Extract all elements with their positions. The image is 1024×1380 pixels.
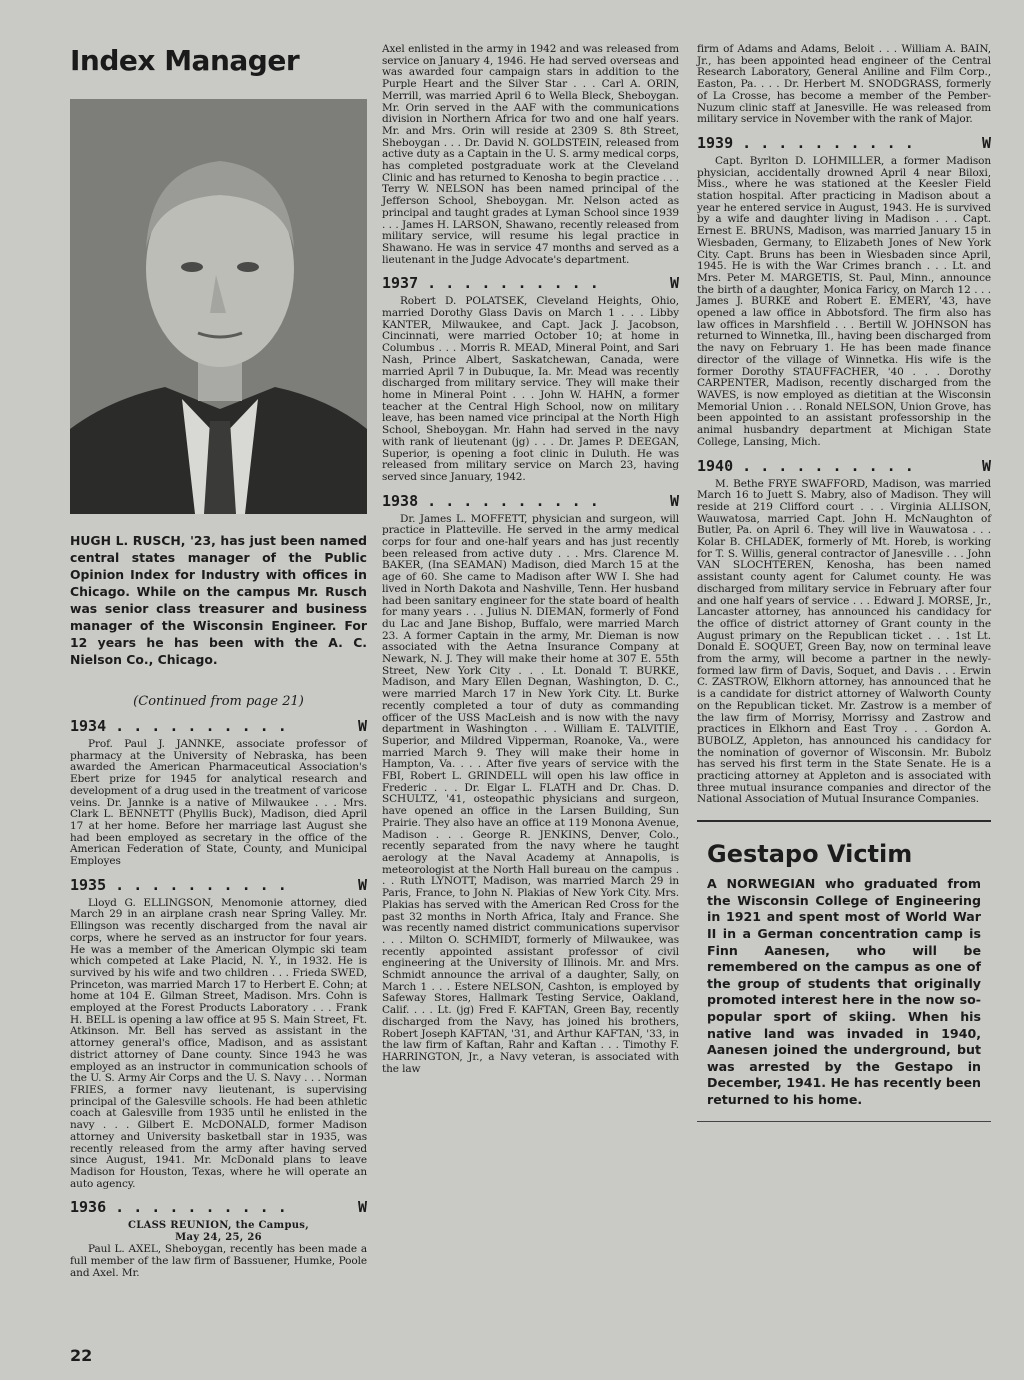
year-letter: W: [669, 274, 679, 293]
year-heading-1940: [697, 457, 991, 475]
column-middle: [382, 44, 679, 1075]
year-heading-1936: [70, 1198, 367, 1216]
year-letter: W: [357, 875, 367, 894]
page-title: Index Manager: [70, 44, 300, 77]
class-notes-1936-continued: Axel enlisted in the army in 1942 and was released from service on January 4, 1946. He had served overseas and was awarded four campaign stars in addition to the Purple Heart and the Silver Star . . . Carl A. ORIN, Merrill, was married April 6 to Wella Bleck, Sheboygan. Mr. Orin served in the AAF with the communications division in Northern Africa for two and one half years. Mr. and Mrs. Orin will reside at 2309 S. 8th Street, Sheboygan . . . Dr. David N. GOLDSTEIN, released from active duty as a Captain in the U. S. army medical corps, has completed postgraduate work at the Cleveland Clinic and has returned to Kenosha to begin practice . . . Terry W. NELSON has been named principal of the Jefferson School, Sheboygan. Mr. Nelson acted as principal and taught grades at Lyman School since 1939 . . . James H. LARSON, Shawano, recently released from military service, will resume his legal practice in Shawano. He was in service 47 months and served as a lieutenant in the Judge Advocate's department.: [382, 43, 679, 266]
column-left: [70, 44, 367, 1279]
gestapo-victim-title: Gestapo Victim: [707, 840, 913, 869]
year-label: 1940 . . . . . . . . . .: [697, 456, 914, 475]
section-divider: [697, 820, 991, 822]
class-notes-1936: Paul L. AXEL, Sheboygan, recently has been made a full member of the law firm of Bassuener, Humke, Poole and Axel. Mr.: [70, 1243, 367, 1279]
photo-caption: HUGH L. RUSCH, '23, has just been named central states manager of the Public Opinion Index for Industry with offices in Chicago. While on the campus Mr. Rusch was senior class treasurer and business manager of the Wisconsin Engineer. For 12 years he has been with the A. C. Nielson Co., Chicago.: [70, 533, 367, 667]
year-label: 1939 . . . . . . . . . .: [697, 133, 914, 152]
portrait-illustration: [70, 99, 367, 514]
year-heading-1938: [382, 492, 679, 510]
year-letter: W: [357, 717, 367, 735]
year-label: 1935 . . . . . . . . . .: [70, 875, 287, 894]
year-letter: W: [981, 456, 991, 475]
column-right: [697, 44, 991, 1122]
class-notes-1938: Dr. James L. MOFFETT, physician and surgeon, will practice in Platteville. He served in the army medical corps for four and one-half years and has just recently been released from active duty . . . Mrs. Clarence M. BAKER, (Ina SEAMAN) Madison, died March 15 at the age of 60. She came to Madison after WW I. She had lived in North Dakota and Nashville, Tenn. Her husband had been sanitary engineer for the state board of health for many years . . . Julius N. DIEMAN, formerly of Fond du Lac and Jane Bishop, Buffalo, were married March 23. A former Captain in the army, Mr. Dieman is now associated with the Aetna Insurance Company at Newark, N. J. They will make their home at 307 E. 55th Street, New York City . . . Lt. Donald T. BURKE, Madison, and Mary Ellen Degnan, Washington, D. C., were married March 17 in New York City. Lt. Burke recently completed a tour of duty as commanding officer of the USS MacLeish and is now with the navy department in Washington . . . William E. TALVITIE, Superior, and Mildred Vipperman, Roanoke, Va., were married March 9. They will make their home in Hampton, Va. . . . After five years of service with the FBI, Robert L. GRINDELL will open his law office in Frederic . . . Dr. Elgar L. FLATH and Dr. Chas. D. SCHULTZ, '41, osteopathic physicians and surgeon, have opened an office in the Larsen Building, Sun Prairie. They also have an office at 119 Monona Avenue, Madison . . . George R. JENKINS, Denver, Colo., recently separated from the navy where he taught aerology at the Naval Academy at Annapolis, is meteorologist at the North Hall bureau on the campus . . . Ruth LYNOTT, Madison, was married March 29 in Paris, France, to John N. Plakias of New York City. Mrs. Plakias has served with the American Red Cross for the past 32 months in North Africa, Italy and France. She was recently named district communications supervisor . . . Milton O. SCHMIDT, formerly of Milwaukee, was recently appointed assistant professor of civil engineering at the University of Illinois. Mr. and Mrs. Schmidt announce the arrival of a daughter, Sally, on March 1 . . . Estere NELSON, Cashton, is employed by Safeway Stores, Hallmark Testing Service, Oakland, Calif. . . . Lt. (jg) Fred F. KAFTAN, Green Bay, recently discharged from the Navy, has joined his brothers, Robert Joseph KAFTAN, '31, and Arthur KAFTAN, '33, in the law firm of Kaftan, Rahr and Kaftan . . . Timothy F. HARRINGTON, Jr., a Navy veteran, is associated with the law: [382, 512, 679, 1075]
class-reunion-line-1: CLASS REUNION, the Campus,: [127, 1220, 310, 1232]
class-notes-1940: M. Bethe FRYE SWAFFORD, Madison, was married March 16 to Juett S. Mabry, also of Madison. They will reside at 219 Clifford court . . . Virginia ALLISON, Wauwatosa, married Capt. John H. McNaughton of Butler, Pa. on April 6. They will live in Wauwatosa . . . Kolar B. CHLADEK, formerly of Mt. Horeb, is working for T. S. Willis, general contractor of Janesville . . . John VAN SLOCHTEREN, Kenosha, has been named assistant county agent for Calumet county. He was discharged from military service in February after four and one half years of service . . . Edward J. MORSE, Jr., Lancaster attorney, has announced his candidacy for the office of district attorney of Grant county in the August primary on the Republican ticket . . . 1st Lt. Donald E. SOQUET, Green Bay, now on terminal leave from the army, will become a partner in the newly-formed law firm of Davis, Soquet, and Davis . . . Erwin C. ZASTROW, Elkhorn attorney, has announced that he is a candidate for district attorney of Walworth County on the Republican ticket. Mr. Zastrow is a member of the law firm of Morrisy, Morrissy and Zastrow and practices in Elkhorn and East Troy . . . Gordon A. BUBOLZ, Appleton, has announced his candidacy for the nomination of governor of Wisconsin. Mr. Bubolz has served his first term in the State Senate. He is a practicing attorney at Appleton and is associated with three mutual insurance companies and director of the National Association of Mutual Insurance Companies.: [697, 477, 991, 806]
year-letter: W: [357, 1198, 367, 1217]
year-letter: W: [669, 491, 679, 510]
year-letter: W: [981, 133, 991, 152]
year-heading-1939: [697, 134, 991, 152]
class-notes-1938-continued: firm of Adams and Adams, Beloit . . . William A. BAIN, Jr., has been appointed head engineer of the Central Research Laboratory, General Aniline and Film Corp., Easton, Pa. . . . Dr. Herbert M. SNODGRASS, formerly of La Crosse, has become a member of the Pember-Nuzum clinic staff at Janesville. He was released from military service in November with the rank of Major.: [697, 43, 991, 126]
continued-note: (Continued from page 21): [133, 694, 304, 709]
year-label: 1934 . . . . . . . . . .: [70, 717, 287, 735]
year-label: 1936 . . . . . . . . . .: [70, 1198, 287, 1217]
year-heading-1937: [382, 274, 679, 292]
year-label: 1937 . . . . . . . . . .: [382, 274, 599, 293]
bottom-divider: [697, 1121, 991, 1122]
year-heading-1935: [70, 876, 367, 894]
gestapo-victim-text: A NORWEGIAN who graduated from the Wisconsin College of Engineering in 1921 and spent most of World War II in a German concentration camp is Finn Aanesen, who will be remembered on the campus as one of the group of students that originally promoted interest here in the now so-popular sport of skiing. When his native land was invaded in 1940, Aanesen joined the underground, but was arrested by the Gestapo in December, 1941. He has recently been returned to his home.: [707, 876, 981, 1107]
page-number: 22: [70, 1346, 93, 1365]
class-notes-1939: Capt. Byrlton D. LOHMILLER, a former Madison physician, accidentally drowned April 4 near Biloxi, Miss., where he was stationed at the Keesler Field station hospital. After practicing in Madison about a year he entered service in August, 1943. He is survived by a wife and daughter living in Madison . . . Capt. Ernest E. BRUNS, Madison, was married January 15 in Wiesbaden, Germany, to Elizabeth Jones of New York City. Capt. Bruns has been in Wiesbaden since April, 1945. He is with the War Crimes branch . . . Lt. and Mrs. Peter M. MARGETIS, St. Paul, Minn., announce the birth of a daughter, Monica Faricy, on March 12 . . . James J. BURKE and Robert E. EMERY, '43, have opened a law office in Abbotsford. The firm also has law offices in Marshfield . . . Bertill W. JOHNSON has returned to Winnetka, Ill., having been discharged from the navy on February 1. He has been made finance director of the village of Winnetka. His wife is the former Dorothy STAUFFACHER, '40 . . . Dorothy CARPENTER, Madison, recently discharged from the WAVES, is now employed as dietitian at the Wisconsin Memorial Union . . . Ronald NELSON, Union Grove, has been appointed to an assistant professorship in the animal husbandry department at Michigan State College, Lansing, Mich.: [697, 154, 991, 448]
year-label: 1938 . . . . . . . . . .: [382, 491, 599, 510]
class-notes-1934: Prof. Paul J. JANNKE, associate professor of pharmacy at the University of Nebraska, has been awarded the American Pharmaceutical Association's Ebert prize for 1945 for analytical research and development of a drug used in the treatment of varicose veins. Dr. Jannke is a native of Milwaukee . . . Mrs. Clark L. BENNETT (Phyllis Buck), Madison, died April 17 at her home. Before her marriage last August she had been employed as secretary in the office of the American Federation of State, County, and Municipal Employes: [70, 738, 367, 868]
class-reunion-line-2: May 24, 25, 26: [175, 1232, 262, 1244]
class-notes-1937: Robert D. POLATSEK, Cleveland Heights, Ohio, married Dorothy Glass Davis on March 1 . . . Libby KANTER, Milwaukee, and Capt. Jack J. Jacobson, Cincinnati, were married October 10; at home in Columbus . . . Morris R. MEAD, Mineral Point, and Sari Nash, Prince Albert, Saskatchewan, Canada, were married April 7 in Dubuque, Ia. Mr. Mead was recently discharged from military service. They will make their home in Mineral Point . . . John W. HAHN, a former teacher at the Central High School, now on military leave, has been named vice principal at the North High School, Sheboygan. Mr. Hahn had served in the navy with rank of lieutenant (jg) . . . Dr. James P. DEEGAN, Superior, is opening a foot clinic in Duluth. He was released from military service on March 23, having served since January, 1942.: [382, 295, 679, 483]
class-notes-1935: Lloyd G. ELLINGSON, Menomonie attorney, died March 29 in an airplane crash near Spring Valley. Mr. Ellingson was recently discharged from the naval air corps, where he served as an instructor for four years. He was a member of the American Olympic ski team which competed at Lake Placid, N. Y., in 1932. He is survived by his wife and two children . . . Frieda SWED, Princeton, was married March 17 to Herbert E. Cohn; at home at 104 E. Gilman Street, Madison. Mrs. Cohn is employed at the Forest Products Laboratory . . . Frank H. BELL is opening a law office at 95 S. Main Street, Ft. Atkinson. Mr. Bell has served as assistant in the attorney general's office, Madison, and as assistant district attorney of Dane county. Since 1943 he was employed as an instructor in communication schools of the U. S. Army Air Corps and the U. S. Navy . . . Norman FRIES, a former navy lieutenant, is supervising principal of the Galesville schools. He had been athletic coach at Galesville from 1935 until he enlisted in the navy . . . Gilbert E. McDONALD, former Madison attorney and University basketball star in 1935, was recently released from the army after having served since August, 1941. Mr. McDonald plans to leave Madison for Houston, Texas, where he will operate an auto agency.: [70, 896, 367, 1190]
portrait-photo: [70, 99, 367, 514]
year-heading-1934: [70, 717, 367, 735]
